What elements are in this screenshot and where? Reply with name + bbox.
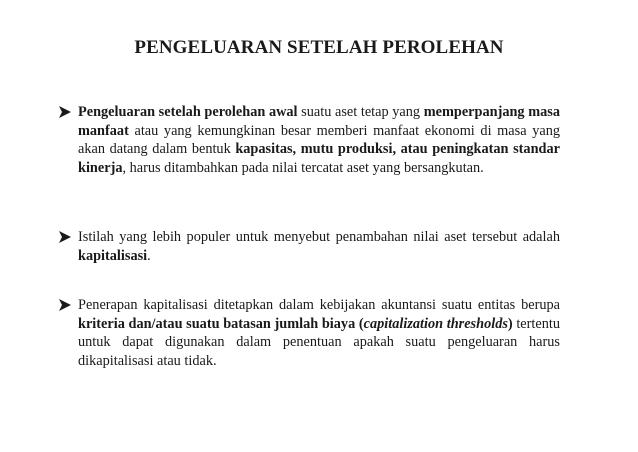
bold-text: ) xyxy=(507,315,513,332)
bold-text: kapitalisasi xyxy=(78,247,148,264)
bullet-item xyxy=(78,103,560,177)
body-text: suatu aset tetap yang xyxy=(297,104,424,120)
arrowhead-bullet-icon xyxy=(58,296,72,314)
body-text: tertentu untuk dapat digunakan dalam penentuan apakah suatu pengeluaran harus dikapitalisasi atau tidak. xyxy=(78,315,560,369)
bullet-item xyxy=(78,228,560,265)
arrowhead-bullet-icon xyxy=(58,103,72,121)
bold-text: memperpanjang masa manfaat xyxy=(78,104,560,139)
slide-title: PENGELUARAN SETELAH PEROLEHAN xyxy=(134,37,504,58)
bold-text: ( xyxy=(358,315,364,332)
body-text: atau yang kemungkinan besar memberi manfaat ekonomi di masa yang akan datang dalam bentuk xyxy=(78,122,560,158)
body-text: , harus ditambahkan pada nilai tercatat aset yang bersangkutan. xyxy=(122,159,484,176)
body-text: . xyxy=(147,247,151,264)
bold-text: Pengeluaran setelah perolehan awal xyxy=(78,104,298,120)
bullet-text xyxy=(78,104,560,176)
emphasis-text: capitalization thresholds xyxy=(363,315,508,332)
bullet-item xyxy=(78,296,560,370)
body-text: Penerapan kapitalisasi ditetapkan dalam kebijakan akuntansi suatu entitas berupa xyxy=(78,297,560,313)
bullet-text xyxy=(78,229,560,264)
bold-text: kapasitas, mutu produksi, atau peningkatan standar kinerja xyxy=(78,141,560,176)
bold-text xyxy=(364,316,508,332)
body-text: Istilah yang lebih populer untuk menyebut penambahan nilai aset tersebut adalah xyxy=(78,229,560,245)
arrowhead-bullet-icon xyxy=(58,228,72,246)
bold-text: kriteria dan/atau suatu batasan jumlah biaya xyxy=(78,315,356,332)
bullet-text xyxy=(78,297,560,369)
